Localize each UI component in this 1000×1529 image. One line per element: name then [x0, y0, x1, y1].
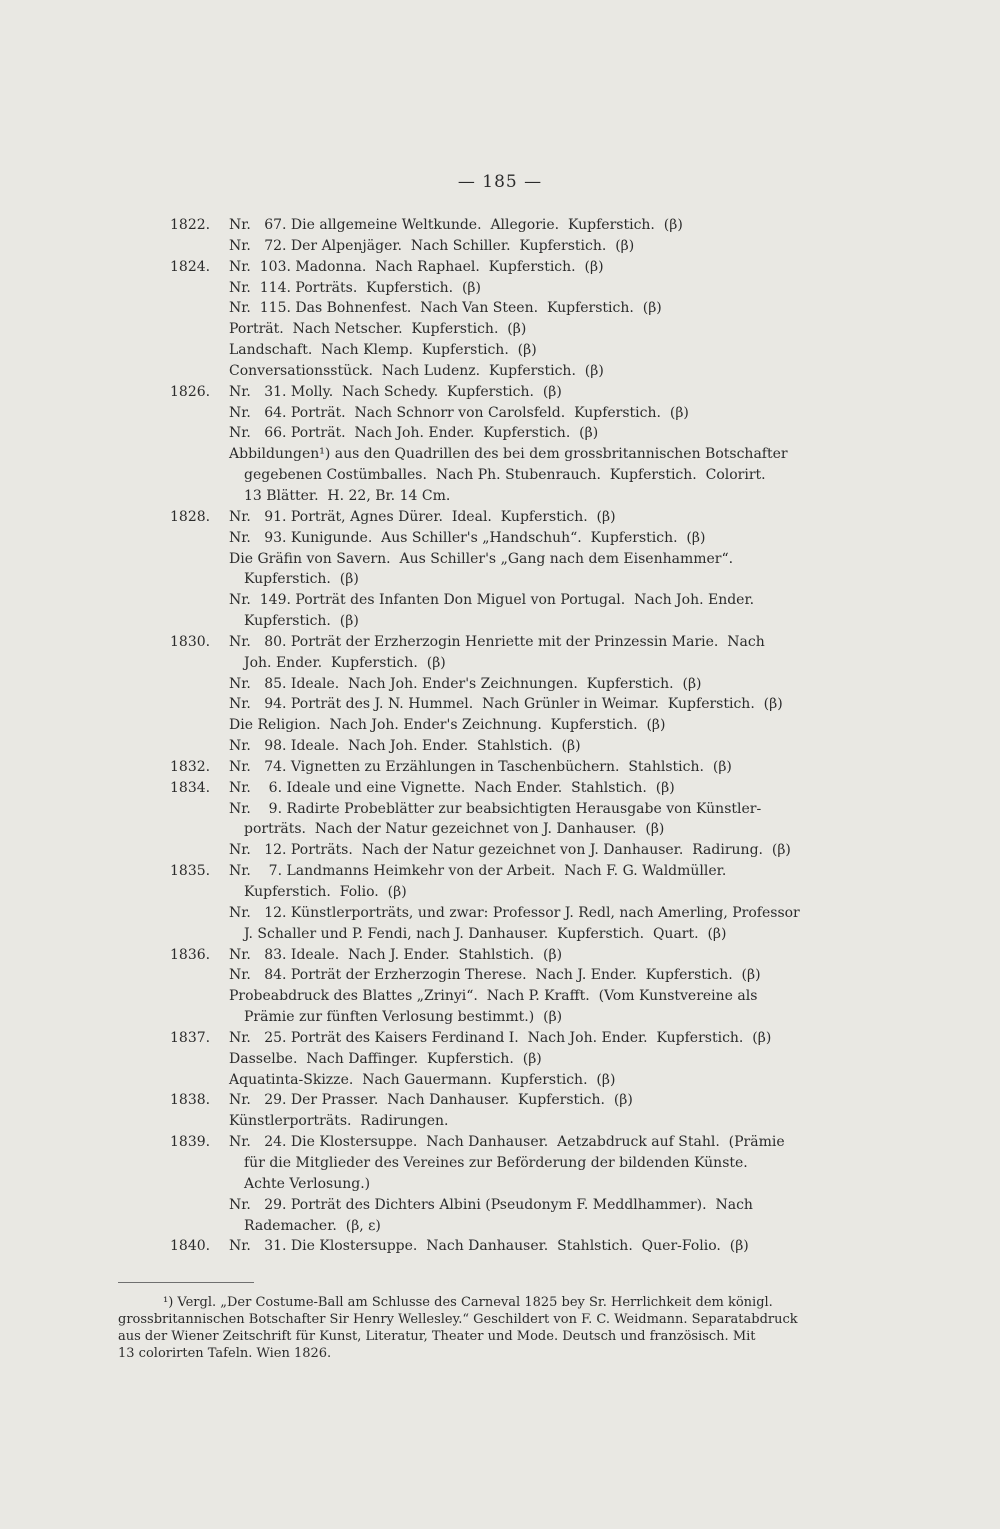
- catalog-line: [0, 1132, 1000, 1153]
- entry-text: Nr. 114. Porträts. Kupferstich. (β): [229, 279, 481, 296]
- entry-text: Nr. 94. Porträt des J. N. Hummel. Nach Grünler in Weimar. Kupferstich. (β): [229, 696, 783, 713]
- entry-text: für die Mitglieder des Vereines zur Beförderung der bildenden Künste.: [244, 1154, 748, 1171]
- catalog-line: [0, 340, 1000, 361]
- entry-year: 1824.: [170, 258, 211, 275]
- catalog-line: [0, 403, 1000, 424]
- entry-year: 1838.: [170, 1092, 211, 1109]
- entry-text: Probeabdruck des Blattes „Zrinyi“. Nach P. Krafft. (Vom Kunstvereine als: [229, 988, 758, 1005]
- entry-text: Künstlerporträts. Radirungen.: [229, 1113, 449, 1130]
- catalog-line: [0, 611, 1000, 632]
- entry-text: Joh. Ender. Kupferstich. (β): [244, 654, 446, 671]
- footnote-line: aus der Wiener Zeitschrift für Kunst, Literatur, Theater und Mode. Deutsch und französisch. Mit: [118, 1329, 756, 1344]
- catalog-line: [0, 1049, 1000, 1070]
- entry-text: Nr. 25. Porträt des Kaisers Ferdinand I. Nach Joh. Ender. Kupferstich. (β): [229, 1029, 772, 1046]
- catalog-line: [0, 882, 1000, 903]
- catalog-line: [0, 945, 1000, 966]
- entry-text: Nr. 85. Ideale. Nach Joh. Ender's Zeichnungen. Kupferstich. (β): [229, 675, 702, 692]
- entry-text: Kupferstich. Folio. (β): [244, 884, 407, 900]
- catalog-line: [0, 1070, 1000, 1091]
- entry-year: 1836.: [170, 946, 211, 963]
- entry-text: Rademacher. (β, ε): [244, 1217, 381, 1234]
- entry-year: 1840.: [170, 1238, 211, 1255]
- entry-text: Nr. 12. Porträts. Nach der Natur gezeichnet von J. Danhauser. Radirung. (β): [229, 842, 791, 859]
- entry-text: 13 Blätter. H. 22, Br. 14 Cm.: [244, 487, 451, 504]
- catalog-line: [0, 590, 1000, 611]
- entry-text: Prämie zur fünften Verlosung bestimmt.) (β): [244, 1009, 563, 1026]
- catalog-line: [0, 215, 1000, 236]
- entry-text: Nr. 67. Die allgemeine Weltkunde. Allegorie. Kupferstich. (β): [229, 217, 683, 233]
- catalog-line: [0, 1028, 1000, 1049]
- footnote-divider: [118, 1282, 254, 1283]
- entry-text: Aquatinta-Skizze. Nach Gauermann. Kupferstich. (β): [229, 1071, 616, 1088]
- entry-text: J. Schaller und P. Fendi, nach J. Danhauser. Kupferstich. Quart. (β): [244, 925, 727, 942]
- catalog-line: [0, 653, 1000, 674]
- catalog-line: [0, 819, 1000, 840]
- catalog-line: [0, 757, 1000, 778]
- catalog-line: [0, 778, 1000, 799]
- catalog-line: [0, 924, 1000, 945]
- catalog-line: [0, 965, 1000, 986]
- catalog-line: [0, 319, 1000, 340]
- entry-text: Kupferstich. (β): [244, 571, 359, 588]
- catalog-line: [0, 799, 1000, 820]
- catalog-line: [0, 1007, 1000, 1028]
- entry-year: 1828.: [170, 508, 211, 525]
- entry-text: Nr. 80. Porträt der Erzherzogin Henriette mit der Prinzessin Marie. Nach: [229, 633, 765, 650]
- entry-text: Nr. 24. Die Klostersuppe. Nach Danhauser. Aetzabdruck auf Stahl. (Prämie: [229, 1134, 785, 1151]
- entry-text: Nr. 31. Molly. Nach Schedy. Kupferstich. (β): [229, 383, 562, 400]
- entry-text: Nr. 84. Porträt der Erzherzogin Therese. Nach J. Ender. Kupferstich. (β): [229, 967, 761, 984]
- entry-text: Nr. 93. Kunigunde. Aus Schiller's „Handschuh“. Kupferstich. (β): [229, 529, 706, 546]
- catalog-line: [0, 423, 1000, 444]
- footnote: [118, 1294, 868, 1362]
- catalog-line: [0, 694, 1000, 715]
- catalog-line: [0, 569, 1000, 590]
- catalog-line: [0, 1195, 1000, 1216]
- entry-text: Nr. 149. Porträt des Infanten Don Miguel von Portugal. Nach Joh. Ender.: [229, 592, 755, 609]
- entry-text: Nr. 29. Der Prasser. Nach Danhauser. Kupferstich. (β): [229, 1092, 633, 1109]
- catalog-line: [0, 465, 1000, 486]
- entry-year: 1837.: [170, 1029, 211, 1046]
- entry-text: Nr. 31. Die Klostersuppe. Nach Danhauser. Stahlstich. Quer-Folio. (β): [229, 1238, 749, 1255]
- entry-text: Porträt. Nach Netscher. Kupferstich. (β): [229, 321, 527, 338]
- entry-text: Nr. 115. Das Bohnenfest. Nach Van Steen. Kupferstich. (β): [229, 300, 662, 317]
- entry-text: Nr. 72. Der Alpenjäger. Nach Schiller. Kupferstich. (β): [229, 237, 635, 254]
- entry-text: Achte Verlosung.): [244, 1175, 371, 1192]
- catalog-line: [0, 257, 1000, 278]
- entry-text: Nr. 29. Porträt des Dichters Albini (Pseudonym F. Meddlhammer). Nach: [229, 1196, 753, 1213]
- catalog-line: [0, 236, 1000, 257]
- entry-year: 1832.: [170, 758, 211, 775]
- catalog-line: [0, 507, 1000, 528]
- catalog-line: [0, 1153, 1000, 1174]
- catalog-line: [0, 632, 1000, 653]
- entry-text: Nr. 66. Porträt. Nach Joh. Ender. Kupferstich. (β): [229, 425, 599, 442]
- catalog-line: [0, 736, 1000, 757]
- entry-text: Abbildungen¹) aus den Quadrillen des bei dem grossbritannischen Botschafter: [229, 446, 788, 463]
- entry-text: Nr. 74. Vignetten zu Erzählungen in Taschenbüchern. Stahlstich. (β): [229, 758, 732, 775]
- entry-year: 1822.: [170, 217, 211, 233]
- entry-year: 1834.: [170, 779, 211, 796]
- catalog-entries: [0, 215, 1000, 1257]
- entry-text: Nr. 98. Ideale. Nach Joh. Ender. Stahlstich. (β): [229, 738, 581, 755]
- entry-text: porträts. Nach der Natur gezeichnet von J. Danhauser. (β): [244, 821, 665, 838]
- catalog-line: [0, 1090, 1000, 1111]
- catalog-line: [0, 361, 1000, 382]
- catalog-line: [0, 278, 1000, 299]
- entry-text: Nr. 103. Madonna. Nach Raphael. Kupferstich. (β): [229, 258, 604, 275]
- entry-text: Kupferstich. (β): [244, 613, 359, 630]
- entry-text: gegebenen Costümballes. Nach Ph. Stubenrauch. Kupferstich. Colorirt.: [244, 467, 766, 484]
- catalog-line: [0, 444, 1000, 465]
- catalog-line: [0, 549, 1000, 570]
- catalog-line: [0, 382, 1000, 403]
- catalog-line: [0, 486, 1000, 507]
- entry-text: Dasselbe. Nach Daffinger. Kupferstich. (β): [229, 1050, 542, 1067]
- entry-text: Die Religion. Nach Joh. Ender's Zeichnung. Kupferstich. (β): [229, 717, 666, 734]
- entry-text: Nr. 9. Radirte Probeblätter zur beabsichtigten Herausgabe von Künstler-: [229, 800, 762, 817]
- entry-text: Nr. 7. Landmanns Heimkehr von der Arbeit. Nach F. G. Waldmüller.: [229, 863, 727, 880]
- entry-year: 1835.: [170, 863, 211, 880]
- catalog-line: [0, 1236, 1000, 1257]
- catalog-line: [0, 903, 1000, 924]
- footnote-line: grossbritannischen Botschafter Sir Henry Wellesley.“ Geschildert von F. C. Weidmann. Separatabdruck: [118, 1312, 798, 1327]
- entry-text: Nr. 6. Ideale und eine Vignette. Nach Ender. Stahlstich. (β): [229, 779, 675, 796]
- catalog-line: [0, 528, 1000, 549]
- entry-text: Nr. 12. Künstlerporträts, und zwar: Professor J. Redl, nach Amerling, Professor: [229, 904, 800, 921]
- entry-year: 1839.: [170, 1134, 211, 1151]
- entry-year: 1830.: [170, 633, 211, 650]
- catalog-line: [0, 715, 1000, 736]
- footnote-line: 13 colorirten Tafeln. Wien 1826.: [118, 1346, 332, 1361]
- entry-text: Nr. 91. Porträt, Agnes Dürer. Ideal. Kupferstich. (β): [229, 508, 616, 525]
- entry-text: Nr. 64. Porträt. Nach Schnorr von Carolsfeld. Kupferstich. (β): [229, 404, 689, 421]
- catalog-line: [0, 1174, 1000, 1195]
- page-number: — 185 —: [457, 172, 543, 192]
- catalog-line: [0, 986, 1000, 1007]
- catalog-line: [0, 861, 1000, 882]
- entry-text: Nr. 83. Ideale. Nach J. Ender. Stahlstich. (β): [229, 946, 563, 963]
- entry-text: Landschaft. Nach Klemp. Kupferstich. (β): [229, 342, 537, 359]
- footnote-line: ¹) Vergl. „Der Costume-Ball am Schlusse des Carneval 1825 bey Sr. Herrlichkeit dem königl.: [163, 1295, 773, 1310]
- catalog-line: [0, 298, 1000, 319]
- catalog-line: [0, 1111, 1000, 1132]
- entry-text: Die Gräfin von Savern. Aus Schiller's „Gang nach dem Eisenhammer“.: [229, 550, 734, 567]
- catalog-line: [0, 1216, 1000, 1237]
- catalog-line: [0, 674, 1000, 695]
- entry-year: 1826.: [170, 383, 211, 400]
- catalog-line: [0, 840, 1000, 861]
- entry-text: Conversationsstück. Nach Ludenz. Kupferstich. (β): [229, 362, 604, 379]
